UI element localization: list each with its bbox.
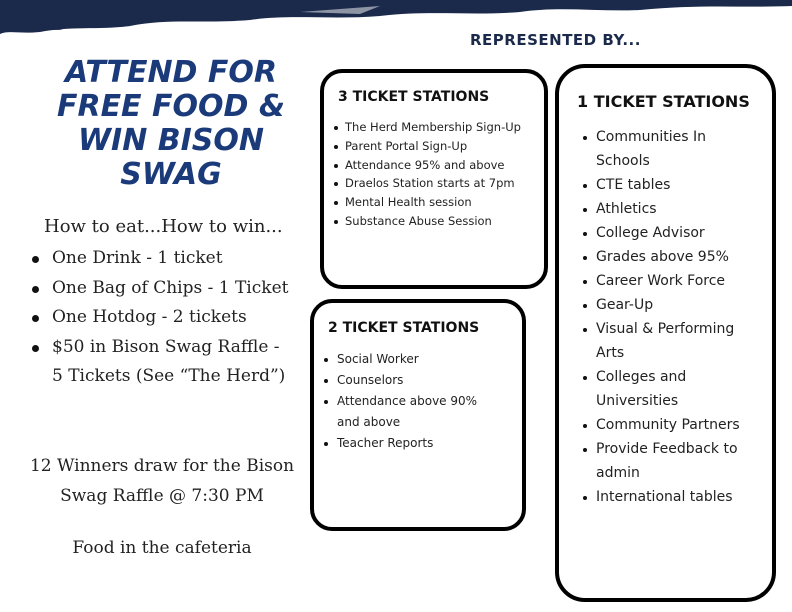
list-item: The Herd Membership Sign-Up bbox=[332, 118, 521, 137]
list-item bbox=[581, 125, 740, 173]
card-title: 3 TICKET STATIONS bbox=[338, 89, 490, 105]
station-list bbox=[322, 349, 477, 454]
list-item-text: One Drink - 1 ticket bbox=[52, 248, 223, 268]
list-item bbox=[581, 365, 740, 413]
list-item: CTE tables bbox=[581, 173, 740, 197]
headline-line: WIN BISON bbox=[77, 123, 265, 158]
list-item-continuation: Universities bbox=[596, 393, 679, 409]
three-ticket-stations-card bbox=[320, 69, 548, 289]
list-item: Attendance 95% and above bbox=[332, 156, 521, 175]
brush-stroke-banner bbox=[0, 0, 792, 40]
list-item-text: Communities In bbox=[596, 129, 706, 145]
list-item: College Advisor bbox=[581, 221, 740, 245]
winners-line: Swag Raffle @ 7:30 PM bbox=[60, 486, 264, 506]
list-item: Substance Abuse Session bbox=[332, 212, 521, 231]
station-list bbox=[581, 125, 740, 509]
list-item: Social Worker bbox=[322, 349, 477, 370]
list-item-text: One Bag of Chips - 1 Ticket bbox=[52, 277, 289, 298]
list-item: International tables bbox=[581, 485, 740, 509]
list-item bbox=[28, 244, 318, 274]
list-item: Parent Portal Sign-Up bbox=[332, 137, 521, 156]
list-item-continuation: Schools bbox=[596, 153, 650, 169]
list-item bbox=[581, 317, 740, 365]
list-item-text: $50 in Bison Swag Raffle - bbox=[52, 336, 280, 357]
winners-line: 12 Winners draw for the Bison bbox=[29, 456, 295, 476]
one-ticket-stations-card bbox=[555, 64, 776, 602]
headline-line: ATTEND FOR bbox=[64, 55, 277, 90]
ticket-rules-list bbox=[28, 244, 318, 392]
list-item-text: Attendance above 90% bbox=[337, 394, 478, 408]
list-item: Teacher Reports bbox=[322, 433, 477, 454]
list-item-text: Visual & Performing bbox=[596, 321, 735, 337]
list-item: Gear-Up bbox=[581, 293, 740, 317]
event-headline bbox=[40, 56, 302, 192]
list-item bbox=[28, 274, 318, 304]
raffle-winners-note bbox=[12, 451, 312, 511]
list-item-text: Colleges and bbox=[596, 369, 687, 385]
list-item: Athletics bbox=[581, 197, 740, 221]
list-item-continuation: 5 Tickets (See “The Herd”) bbox=[52, 366, 286, 386]
list-item-text: One Hotdog - 2 tickets bbox=[52, 307, 247, 327]
list-item-continuation: admin bbox=[596, 465, 640, 481]
card-title: 2 TICKET STATIONS bbox=[328, 320, 480, 336]
list-item: Draelos Station starts at 7pm bbox=[332, 174, 521, 193]
represented-by-heading: REPRESENTED BY... bbox=[470, 31, 641, 49]
list-item bbox=[581, 437, 740, 485]
list-item-continuation: and above bbox=[337, 415, 401, 429]
list-item-text: Provide Feedback to bbox=[596, 441, 738, 457]
list-item-continuation: Arts bbox=[596, 345, 625, 361]
headline-line: SWAG bbox=[120, 157, 222, 192]
list-item: Grades above 95% bbox=[581, 245, 740, 269]
station-list bbox=[332, 118, 521, 231]
list-item bbox=[28, 303, 318, 333]
food-location-note: Food in the cafeteria bbox=[72, 538, 252, 558]
list-item: Mental Health session bbox=[332, 193, 521, 212]
how-to-title: How to eat...How to win... bbox=[44, 216, 283, 237]
list-item: Community Partners bbox=[581, 413, 740, 437]
list-item: Counselors bbox=[322, 370, 477, 391]
list-item bbox=[28, 333, 318, 392]
two-ticket-stations-card bbox=[310, 299, 526, 531]
list-item bbox=[322, 391, 477, 433]
list-item: Career Work Force bbox=[581, 269, 740, 293]
card-title: 1 TICKET STATIONS bbox=[577, 92, 750, 111]
headline-line: FREE FOOD & bbox=[56, 89, 286, 124]
